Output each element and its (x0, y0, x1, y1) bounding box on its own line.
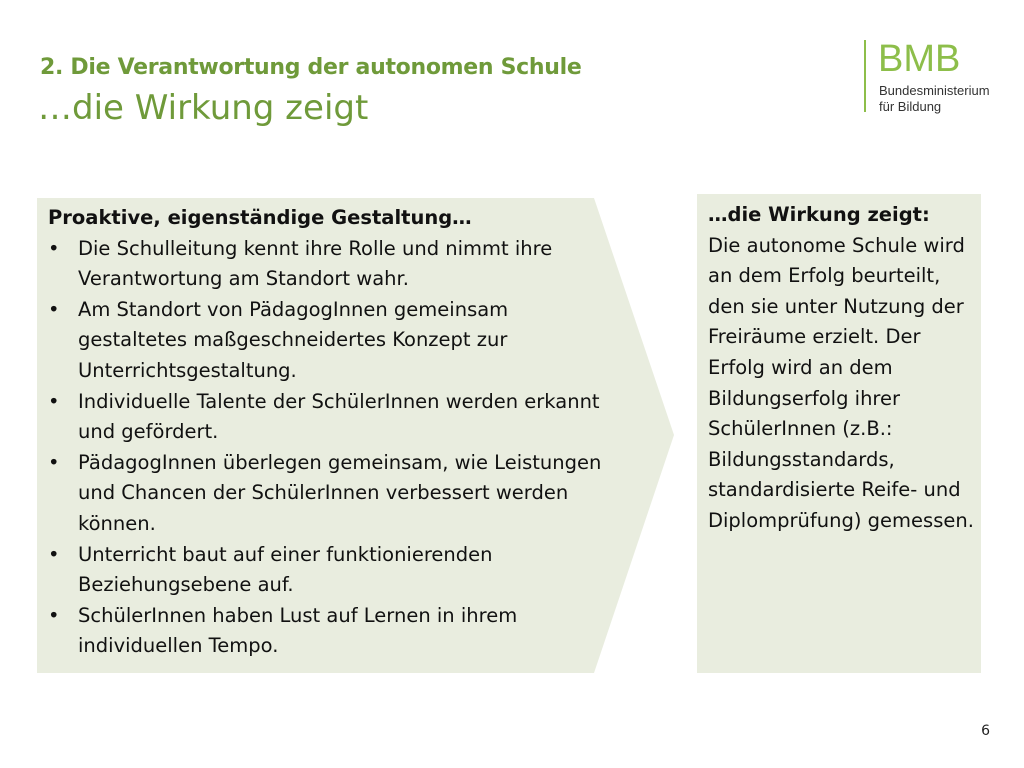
logo-text-line1: Bundesministerium (879, 83, 990, 98)
bullet-item: • Am Standort von PädagogInnen gemeinsam gestaltetes maßgeschneidertes Konzept zur Unterrichtsgestaltung. (48, 295, 608, 387)
bullet-item: • Individuelle Talente der SchülerInnen werden erkannt und gefördert. (48, 387, 608, 448)
result-box-content (708, 200, 978, 537)
logo-divider (864, 40, 866, 112)
bullet-item: • Die Schulleitung kennt ihre Rolle und nimmt ihre Verantwortung am Standort wahr. (48, 234, 608, 295)
bullet-item: • SchülerInnen haben Lust auf Lernen in ihrem individuellen Tempo. (48, 601, 608, 662)
result-box-text: Die autonome Schule wird an dem Erfolg beurteilt, den sie unter Nutzung der Freiräume erzielt. Der Erfolg wird an dem Bildungserfolg ihrer SchülerInnen (z.B.: Bildungsstandards, standardisierte Reife- und Diplomprüfung) gemessen. (708, 233, 974, 532)
arrow-box-content (48, 203, 608, 662)
bullet-item: • PädagogInnen überlegen gemeinsam, wie Leistungen und Chancen der SchülerInnen verbessert werden können. (48, 448, 608, 540)
slide-title: 2. Die Verantwortung der autonomen Schule (40, 55, 582, 80)
slide-subtitle: …die Wirkung zeigt (38, 88, 369, 128)
bullet-item: • Unterricht baut auf einer funktionierenden Beziehungsebene auf. (48, 540, 608, 601)
arrow-box-heading: Proaktive, eigenständige Gestaltung… (48, 206, 472, 229)
result-box-heading: …die Wirkung zeigt: (708, 203, 930, 226)
page-number: 6 (981, 723, 990, 739)
logo-mark: BMB (878, 38, 961, 80)
logo-text-line2: für Bildung (879, 99, 942, 114)
bmb-logo (864, 40, 1014, 120)
bullet-list (48, 234, 608, 662)
